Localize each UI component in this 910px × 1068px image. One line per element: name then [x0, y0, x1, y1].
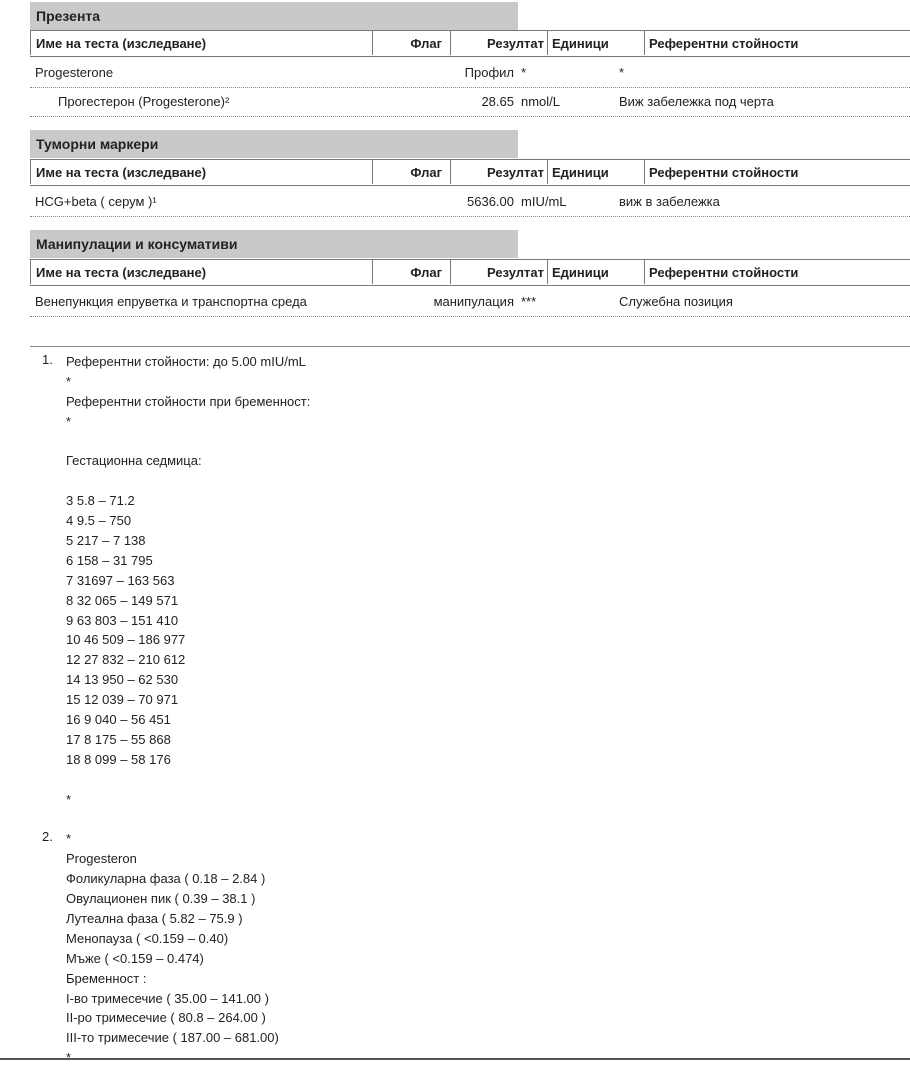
test-units: ***	[521, 294, 537, 309]
footnote-number: 2.	[42, 829, 53, 845]
table-header	[30, 159, 910, 186]
col-result-header: Резултат	[451, 160, 548, 184]
test-name: Progesterone	[35, 65, 114, 80]
footnote-line: *	[66, 791, 72, 807]
footnote-line: Референтни стойности: до 5.00 mIU/mL	[66, 354, 306, 369]
test-reference: *	[619, 65, 625, 80]
footnote-line: 17 8 175 – 55 868	[66, 731, 171, 747]
test-name: Прогестерон (Progesterone)²	[58, 94, 230, 109]
footnote-line: Овулационен пик ( 0.39 – 38.1 )	[66, 891, 256, 907]
footnote-line: 10 46 509 – 186 977	[66, 632, 186, 648]
section-title-prezenta: Презента	[30, 2, 518, 30]
col-flag-header: Флаг	[373, 260, 451, 284]
col-result-header: Резултат	[451, 31, 548, 55]
footnote-line	[66, 770, 910, 790]
table-header	[30, 259, 910, 286]
section-title-tumor-markers: Туморни маркери	[30, 130, 518, 158]
footnote-line	[66, 432, 910, 452]
footnote-line: Гестационна седмица:	[66, 453, 202, 469]
table-row	[30, 91, 910, 117]
test-result: 5636.00	[467, 194, 514, 209]
footnote-line: 16 9 040 – 56 451	[66, 712, 171, 728]
col-reference-header: Референтни стойности	[649, 165, 799, 180]
test-units: nmol/L	[521, 94, 561, 109]
col-flag-header: Флаг	[373, 160, 451, 184]
footnote-line: 12 27 832 – 210 612	[66, 652, 186, 668]
footnote-line: 15 12 039 – 70 971	[66, 692, 179, 708]
footnote-line: Менопауза ( <0.159 – 0.40)	[66, 930, 229, 946]
table-row	[30, 191, 910, 217]
test-reference: Служебна позиция	[619, 294, 733, 309]
footnote-line: 6 158 – 31 795	[66, 552, 153, 568]
col-name-header: Име на теста (изследване)	[30, 160, 373, 184]
test-result: 28.65	[481, 94, 514, 109]
footnotes	[0, 352, 910, 1068]
col-reference-header: Референтни стойности	[649, 265, 799, 280]
footnote-line: Мъже ( <0.159 – 0.474)	[66, 950, 204, 966]
col-flag-header: Флаг	[373, 31, 451, 55]
test-reference: виж в забележка	[619, 194, 720, 209]
footnote-line	[66, 809, 910, 829]
test-units: mIU/mL	[521, 194, 567, 209]
footnote-line: 5 217 – 7 138	[66, 533, 146, 549]
footnote-2	[0, 829, 910, 1068]
footnote-line	[66, 471, 910, 491]
footnote-line: *	[66, 413, 72, 429]
footnote-line: Лутеална фаза ( 5.82 – 75.9 )	[66, 910, 243, 926]
footnote-line: I-во тримесечие ( 35.00 – 141.00 )	[66, 990, 269, 1006]
footnote-line: 8 32 065 – 149 571	[66, 592, 179, 608]
footnote-line: *	[66, 373, 72, 389]
test-name: Венепункция епруветка и транспортна среда	[35, 294, 307, 309]
section-title-manipulations: Манипулации и консумативи	[30, 230, 518, 258]
footnote-line: Референтни стойности при бременност:	[66, 393, 311, 409]
table-row	[30, 291, 910, 317]
footnote-line: Бременност :	[66, 970, 147, 986]
footnote-line: 14 13 950 – 62 530	[66, 672, 179, 688]
table-row	[30, 62, 910, 88]
footnote-1	[0, 352, 910, 829]
col-units-header: Единици	[548, 31, 645, 55]
footnote-line: *	[66, 1050, 72, 1066]
footnote-line: 3 5.8 – 71.2	[66, 493, 135, 509]
footnote-line: II-ро тримесечие ( 80.8 – 264.00 )	[66, 1010, 266, 1026]
col-name-header: Име на теста (изследване)	[30, 260, 373, 284]
col-units-header: Единици	[548, 160, 645, 184]
footnote-line: 4 9.5 – 750	[66, 513, 132, 529]
notes-separator	[30, 346, 910, 347]
footnote-number: 1.	[42, 352, 53, 367]
col-reference-header: Референтни стойности	[649, 36, 799, 51]
footnote-line: *	[66, 831, 72, 847]
footnote-lines	[66, 829, 910, 1068]
footnote-line: Фоликуларна фаза ( 0.18 – 2.84 )	[66, 871, 266, 887]
test-reference: Виж забележка под черта	[619, 94, 774, 109]
col-result-header: Резултат	[451, 260, 548, 284]
test-units: *	[521, 65, 527, 80]
table-header	[30, 30, 910, 57]
page-bottom-border	[0, 1058, 910, 1060]
col-name-header: Име на теста (изследване)	[30, 31, 373, 55]
test-name: HCG+beta ( серум )¹	[35, 194, 157, 209]
test-result: манипулация	[433, 294, 514, 309]
footnote-line: 7 31697 – 163 563	[66, 572, 175, 588]
footnote-lines	[66, 352, 910, 829]
footnote-line: 9 63 803 – 151 410	[66, 612, 179, 628]
col-units-header: Единици	[548, 260, 645, 284]
footnote-line: 18 8 099 – 58 176	[66, 751, 171, 767]
test-result: Профил	[464, 65, 514, 80]
footnote-line: Progesteron	[66, 851, 137, 867]
footnote-line: III-то тримесечие ( 187.00 – 681.00)	[66, 1030, 279, 1046]
